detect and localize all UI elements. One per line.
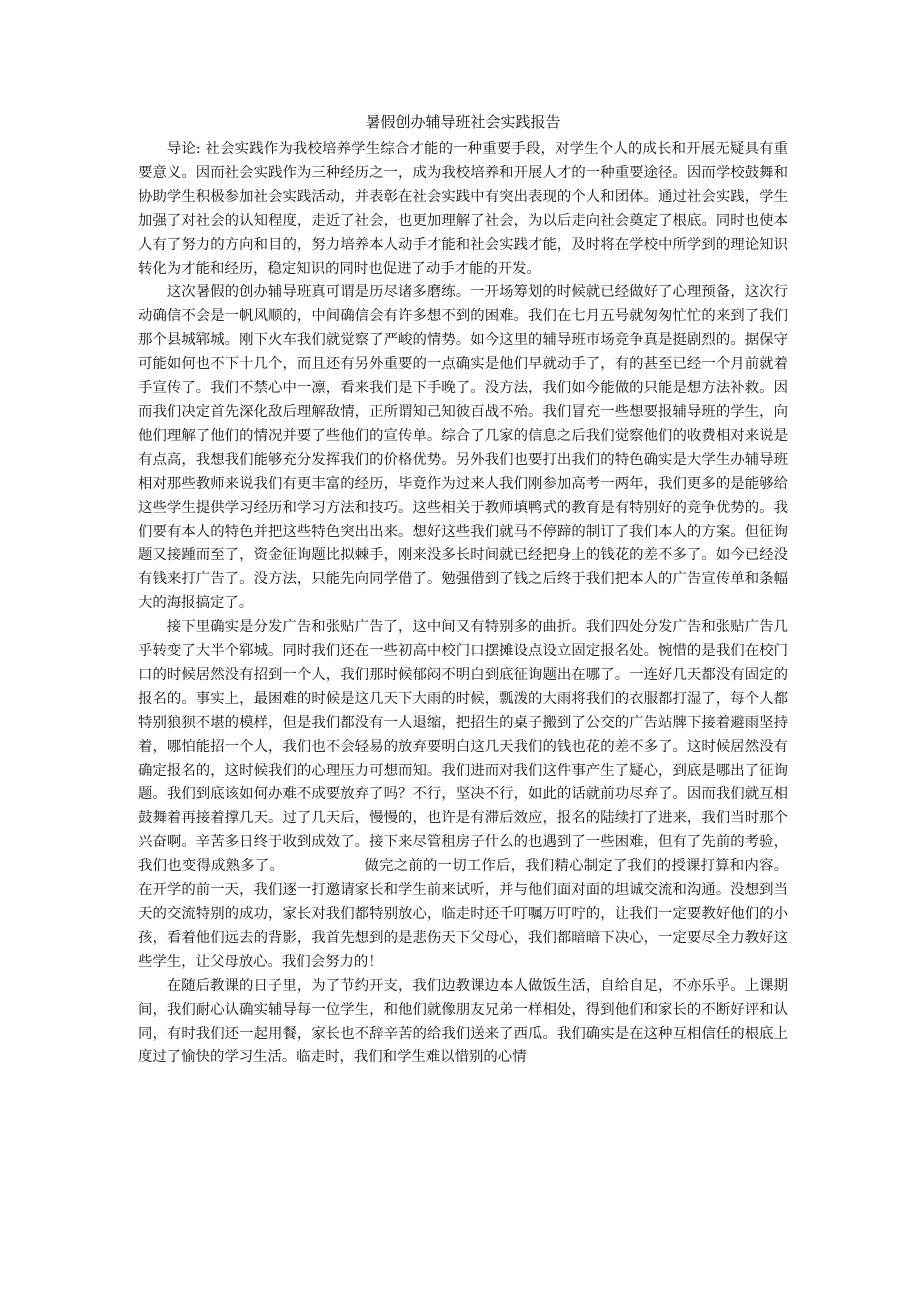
paragraph-advertising: 接下里确实是分发广告和张贴广告了，这中间又有特别多的曲折。我们四处分发广告和张贴广告几乎转变了大半个郓城。同时我们还在一些初高中校门口摆摊设点设立固定报名处。惋惜的是我们在校门口的时候居然没有招到一个人，我们那时候郁闷不明白到底征询题出在哪了。一连好几天都没有固定的报名的。事实上，最困难的时候是这几天下大雨的时候，瓢泼的大雨将我们的衣服都打湿了，每个人都特别狼狈不堪的模样，但是我们都没有一人退缩，把招生的桌子搬到了公交的广告站牌下接着避雨坚持着，哪怕能招一个人，我们也不会轻易的放弃要明白这几天我们的钱也花的差不多了。这时候居然没有确定报名的，这时候我们的心理压力可想而知。我们进而对我们这件事产生了疑心，到底是哪出了征询题。我们到底该如何办难不成要放弃了吗？不行，坚决不行，如此的话就前功尽弃了。因而我们就互相鼓舞着再接着撑几天。过了几天后，慢慢的，也许是有滞后效应，报名的陆续打了进来，我们当时那个兴奋啊。辛苦多日终于收到成效了。接下来尽管租房子什么的也遇到了一些困难，但有了先前的考验，我们也变得成熟多了。 做完之前的一切工作后，我们精心制定了我们的授课打算和内容。在开学的前一天，我们逐一打邀请家长和学生前来试听，并与他们面对面的坦诚交流和沟通。没想到当天的交流特别的成功，家长对我们都特别放心，临走时还千叮嘱万叮咛的，让我们一定要教好他们的小孩，看着他们远去的背影，我首先想到的是悲伤天下父母心，我们都暗暗下决心，一定要尽全力教好这些学生，让父母放心。我们会努力的！ [138,619,788,970]
document-body [138,110,788,1070]
paragraph-preparation: 这次暑假的创办辅导班真可谓是历尽诸多磨练。一开场筹划的时候就已经做好了心理预备，这次行动确信不会是一帆风顺的，中间确信会有许多想不到的困难。我们在七月五号就匆匆忙忙的来到了我们那个县城郓城。刚下火车我们就觉察了严峻的情势。如今这里的辅导班市场竞争真是挺剧烈的。据保守可能如何也不下十几个，而且还有另外重要的一点确实是他们早就动手了，有的甚至已经一个月前就着手宣传了。我们不禁心中一凛，看来我们是下手晚了。没方法，我们如今能做的只能是想方法补救。因而我们决定首先深化敌后理解敌情，正所谓知己知彼百战不殆。我们冒充一些想要报辅导班的学生，向他们理解了他们的情况并要了些他们的宣传单。综合了几家的信息之后我们觉察他们的收费相对来说是有点高，我想我们能够充分发挥我们的价格优势。另外我们也要打出我们的特色确实是大学生办辅导班相对那些教师来说我们有更丰富的经历，毕竟作为过来人我们刚参加高考一两年，我们更多的是能够给这些学生提供学习经历和学习方法和技巧。这些相关于教师填鸭式的教育是有特别好的竞争优势的。我们要有本人的特色并把这些特色突出出来。想好这些我们就马不停蹄的制订了我们本人的方案。但征询题又接踵而至了，资金征询题比拟棘手，刚来没多长时间就已经把身上的钱花的差不多了。如今已经没有钱来打广告了。没方法，只能先向同学借了。勉强借到了钱之后终于我们把本人的广告宣传单和条幅大的海报搞定了。 [138,284,788,612]
paragraph-teaching: 在随后教课的日子里，为了节约开支，我们边教课边本人做饭生活，自给自足，不亦乐乎。上课期间，我们耐心认确实辅导每一位学生，和他们就像朋友兄弟一样相处，得到他们和家长的不断好评和认同，有时我们还一起用餐，家长也不辞辛苦的给我们送来了西瓜。我们确实是在这种互相信任的根底上度过了愉快的学习生活。临走时，我们和学生难以惜别的心情 [138,977,788,1066]
document-title: 暑假创办辅导班社会实践报告 [365,113,561,131]
paragraph-introduction: 导论: 社会实践作为我校培养学生综合才能的一种重要手段，对学生个人的成长和开展无疑具有重要意义。因而社会实践作为三种经历之一，成为我校培养和开展人才的一种重要途径。因而学校鼓舞和协助学生积极参加社会实践活动，并表彰在社会实践中有突出表现的个人和团体。通过社会实践，学生加强了对社会的认知程度，走近了社会，也更加理解了社会，为以后走向社会奠定了根底。同时也使本人有了努力的方向和目的，努力培养本人动手才能和社会实践才能，及时将在学校中所学到的理论知识转化为才能和经历，稳定知识的同时也促进了动手才能的开发。 [138,141,788,277]
